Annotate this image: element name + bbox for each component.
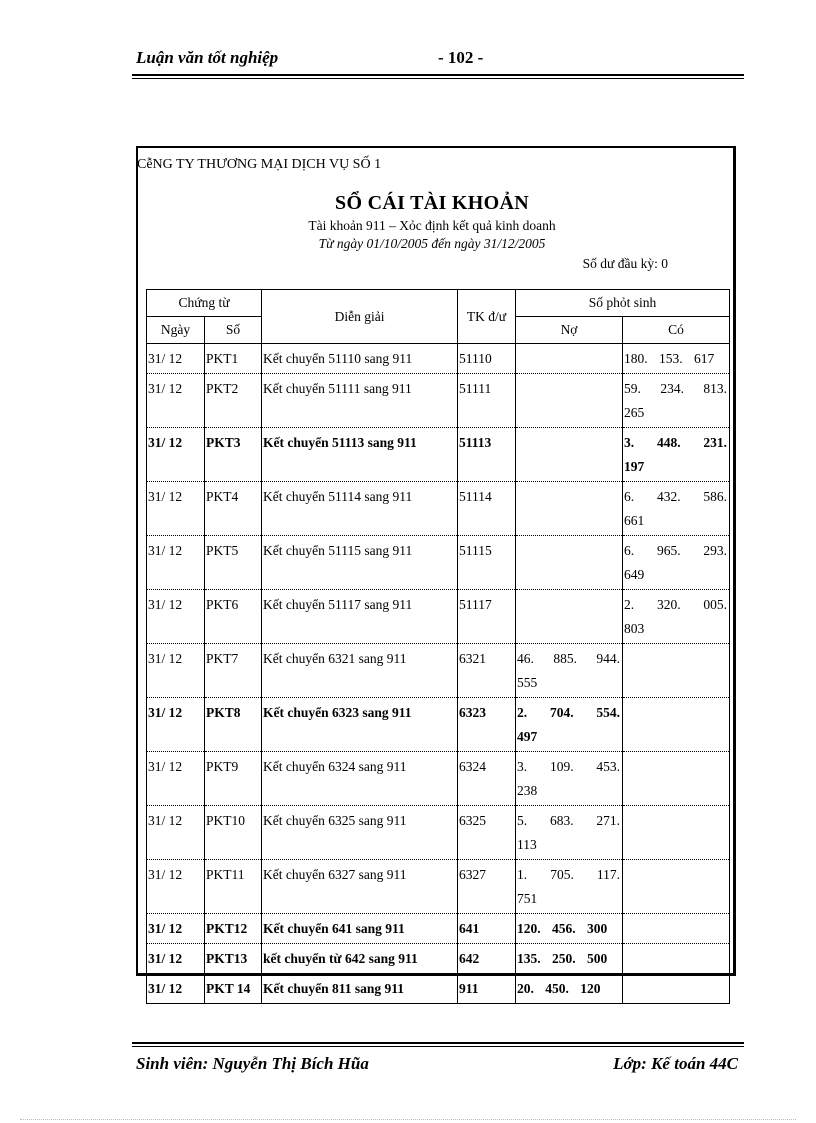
row-account: 6327 [458,860,516,914]
row-account: 6325 [458,806,516,860]
table-row [147,644,730,698]
row-date: 31/ 12 [147,644,205,698]
table-row [147,752,730,806]
row-debit [516,374,623,428]
row-debit: 3. 109. 453. 238 [516,752,623,806]
header-debit: Nợ [516,317,623,344]
header-title: Luận văn tốt nghiệp [136,48,279,67]
row-credit [623,698,730,752]
row-debit [516,428,623,482]
page-number: - 102 - [438,48,484,67]
row-date: 31/ 12 [147,860,205,914]
row-credit [623,806,730,860]
row-date: 31/ 12 [147,428,205,482]
row-number: PKT9 [205,752,262,806]
row-debit [516,536,623,590]
class-name: Lớp: Kế toán 44C [613,1054,738,1073]
ledger-title: SỔ CÁI TÀI KHOẢN [335,192,529,214]
row-credit: 6. 432. 586. 661 [623,482,730,536]
student-name: Sinh viên: Nguyễn Thị Bích Hũa [136,1054,369,1073]
row-credit [623,644,730,698]
row-number: PKT10 [205,806,262,860]
row-account: 51117 [458,590,516,644]
table-row [147,698,730,752]
row-description: Kết chuyển 51117 sang 911 [262,590,458,644]
row-number: PKT6 [205,590,262,644]
row-date: 31/ 12 [147,482,205,536]
row-debit: 1. 705. 117. 751 [516,860,623,914]
table-row [147,428,730,482]
row-date: 31/ 12 [147,914,205,944]
row-debit: 5. 683. 271. 113 [516,806,623,860]
table-row [147,974,730,1004]
table-row [147,344,730,374]
table-row [147,860,730,914]
company-name: CễNG TY THƯƠNG MẠI DỊCH VỤ SỐ 1 [137,157,382,172]
row-credit [623,914,730,944]
row-account: 51115 [458,536,516,590]
row-number: PKT1 [205,344,262,374]
row-account: 51113 [458,428,516,482]
row-description: Kết chuyển 51111 sang 911 [262,374,458,428]
row-account: 6321 [458,644,516,698]
row-date: 31/ 12 [147,944,205,974]
row-account: 911 [458,974,516,1004]
row-credit: 3. 448. 231. 197 [623,428,730,482]
footer-rule [132,1042,744,1044]
header-number: Số [205,317,262,344]
row-description: Kết chuyển 6327 sang 911 [262,860,458,914]
row-account: 51110 [458,344,516,374]
table-row [147,482,730,536]
row-date: 31/ 12 [147,374,205,428]
header-rule [132,74,744,76]
row-description: kết chuyển từ 642 sang 911 [262,944,458,974]
row-date: 31/ 12 [147,536,205,590]
row-number: PKT5 [205,536,262,590]
table-row [147,374,730,428]
row-credit [623,974,730,1004]
footer-rule-thin [132,1046,744,1047]
row-number: PKT 14 [205,974,262,1004]
row-description: Kết chuyển 6324 sang 911 [262,752,458,806]
row-number: PKT7 [205,644,262,698]
row-number: PKT8 [205,698,262,752]
row-date: 31/ 12 [147,698,205,752]
row-credit [623,752,730,806]
row-description: Kết chuyển 641 sang 911 [262,914,458,944]
row-date: 31/ 12 [147,590,205,644]
row-account: 51111 [458,374,516,428]
table-row [147,914,730,944]
row-date: 31/ 12 [147,806,205,860]
row-number: PKT2 [205,374,262,428]
row-account: 641 [458,914,516,944]
row-date: 31/ 12 [147,344,205,374]
opening-balance: Số dư đầu kỳ: 0 [582,256,668,271]
row-description: Kết chuyển 51115 sang 911 [262,536,458,590]
row-description: Kết chuyển 51113 sang 911 [262,428,458,482]
header-voucher: Chứng từ [147,290,262,317]
row-debit [516,482,623,536]
period-subtitle: Từ ngày 01/10/2005 đến ngày 31/12/2005 [318,236,546,251]
row-account: 642 [458,944,516,974]
row-credit: 6. 965. 293. 649 [623,536,730,590]
row-description: Kết chuyển 6321 sang 911 [262,644,458,698]
row-credit: 2. 320. 005. 803 [623,590,730,644]
row-credit: 59. 234. 813. 265 [623,374,730,428]
row-debit: 120. 456. 300 [516,914,623,944]
row-credit: 180. 153. 617 [623,344,730,374]
header-counter-account: TK đ/ư [458,290,516,344]
row-number: PKT11 [205,860,262,914]
row-description: Kết chuyển 51114 sang 911 [262,482,458,536]
row-description: Kết chuyển 6323 sang 911 [262,698,458,752]
row-number: PKT4 [205,482,262,536]
row-debit: 46. 885. 944. 555 [516,644,623,698]
row-debit [516,344,623,374]
page-edge [20,1119,796,1120]
row-description: Kết chuyển 6325 sang 911 [262,806,458,860]
account-subtitle: Tài khoản 911 – Xỏc định kết quả kinh doanh [308,218,556,233]
row-credit [623,944,730,974]
row-credit [623,860,730,914]
row-description: Kết chuyển 51110 sang 911 [262,344,458,374]
row-account: 6323 [458,698,516,752]
table-row [147,536,730,590]
header-rule-thin [132,78,744,79]
row-debit: 20. 450. 120 [516,974,623,1004]
row-number: PKT13 [205,944,262,974]
header-date: Ngày [147,317,205,344]
table-row [147,806,730,860]
row-debit [516,590,623,644]
header-credit: Có [623,317,730,344]
header-description: Diễn giải [262,290,458,344]
row-number: PKT3 [205,428,262,482]
row-debit: 135. 250. 500 [516,944,623,974]
row-description: Kết chuyển 811 sang 911 [262,974,458,1004]
row-date: 31/ 12 [147,752,205,806]
row-account: 51114 [458,482,516,536]
row-number: PKT12 [205,914,262,944]
ledger-table [146,289,730,1004]
table-row [147,590,730,644]
row-debit: 2. 704. 554. 497 [516,698,623,752]
row-date: 31/ 12 [147,974,205,1004]
table-row [147,944,730,974]
header-amount: Số phỏt sinh [516,290,730,317]
row-account: 6324 [458,752,516,806]
